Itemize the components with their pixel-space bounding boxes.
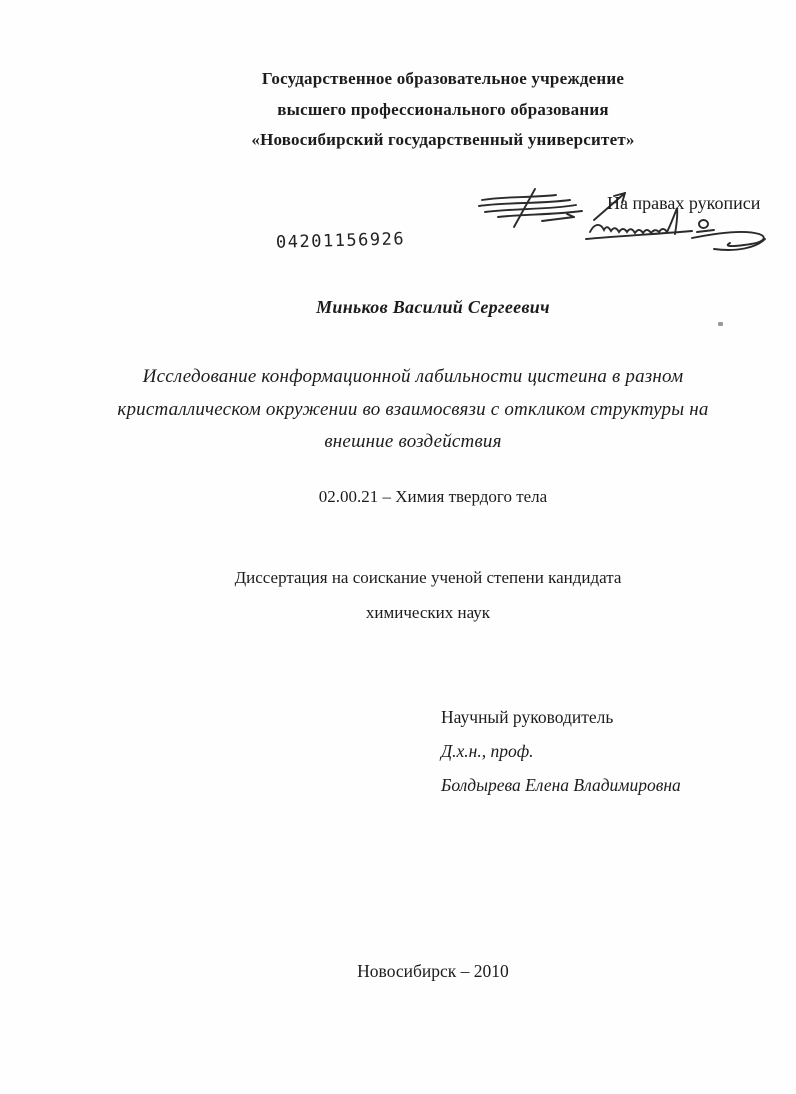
- manuscript-note: На правах рукописи: [607, 193, 761, 213]
- degree-line-1: Диссертация на соискание ученой степени кандидата: [234, 568, 622, 587]
- degree-line-2: химических наук: [365, 603, 491, 622]
- institution-header: [90, 64, 796, 156]
- author-name: Миньков Василий Сергеевич: [316, 297, 550, 317]
- supervisor-block: [441, 700, 681, 802]
- degree-statement: [60, 560, 796, 630]
- title-line-2: кристаллическом окружении во взаимосвязи с откликом структуры на: [117, 398, 709, 420]
- scan-speck: [718, 322, 723, 326]
- institution-line-1: Государственное образовательное учреждение: [261, 69, 625, 88]
- dissertation-title: [40, 361, 786, 459]
- institution-line-3: «Новосибирский государственный университет»: [251, 130, 635, 149]
- title-line-3: внешние воздействия: [324, 431, 502, 452]
- supervisor-rank: Д.х.н., проф.: [441, 741, 534, 761]
- supervisor-heading: Научный руководитель: [441, 707, 614, 727]
- institution-line-2: высшего профессионального образования: [277, 99, 609, 119]
- registration-number: 04201156926: [275, 229, 406, 253]
- title-line-1: Исследование конформационной лабильности цистеина в разном: [142, 366, 684, 387]
- city-year: Новосибирск – 2010: [357, 961, 509, 981]
- supervisor-name: Болдырева Елена Владимировна: [441, 775, 681, 795]
- specialty-code: 02.00.21 – Химия твердого тела: [318, 487, 548, 506]
